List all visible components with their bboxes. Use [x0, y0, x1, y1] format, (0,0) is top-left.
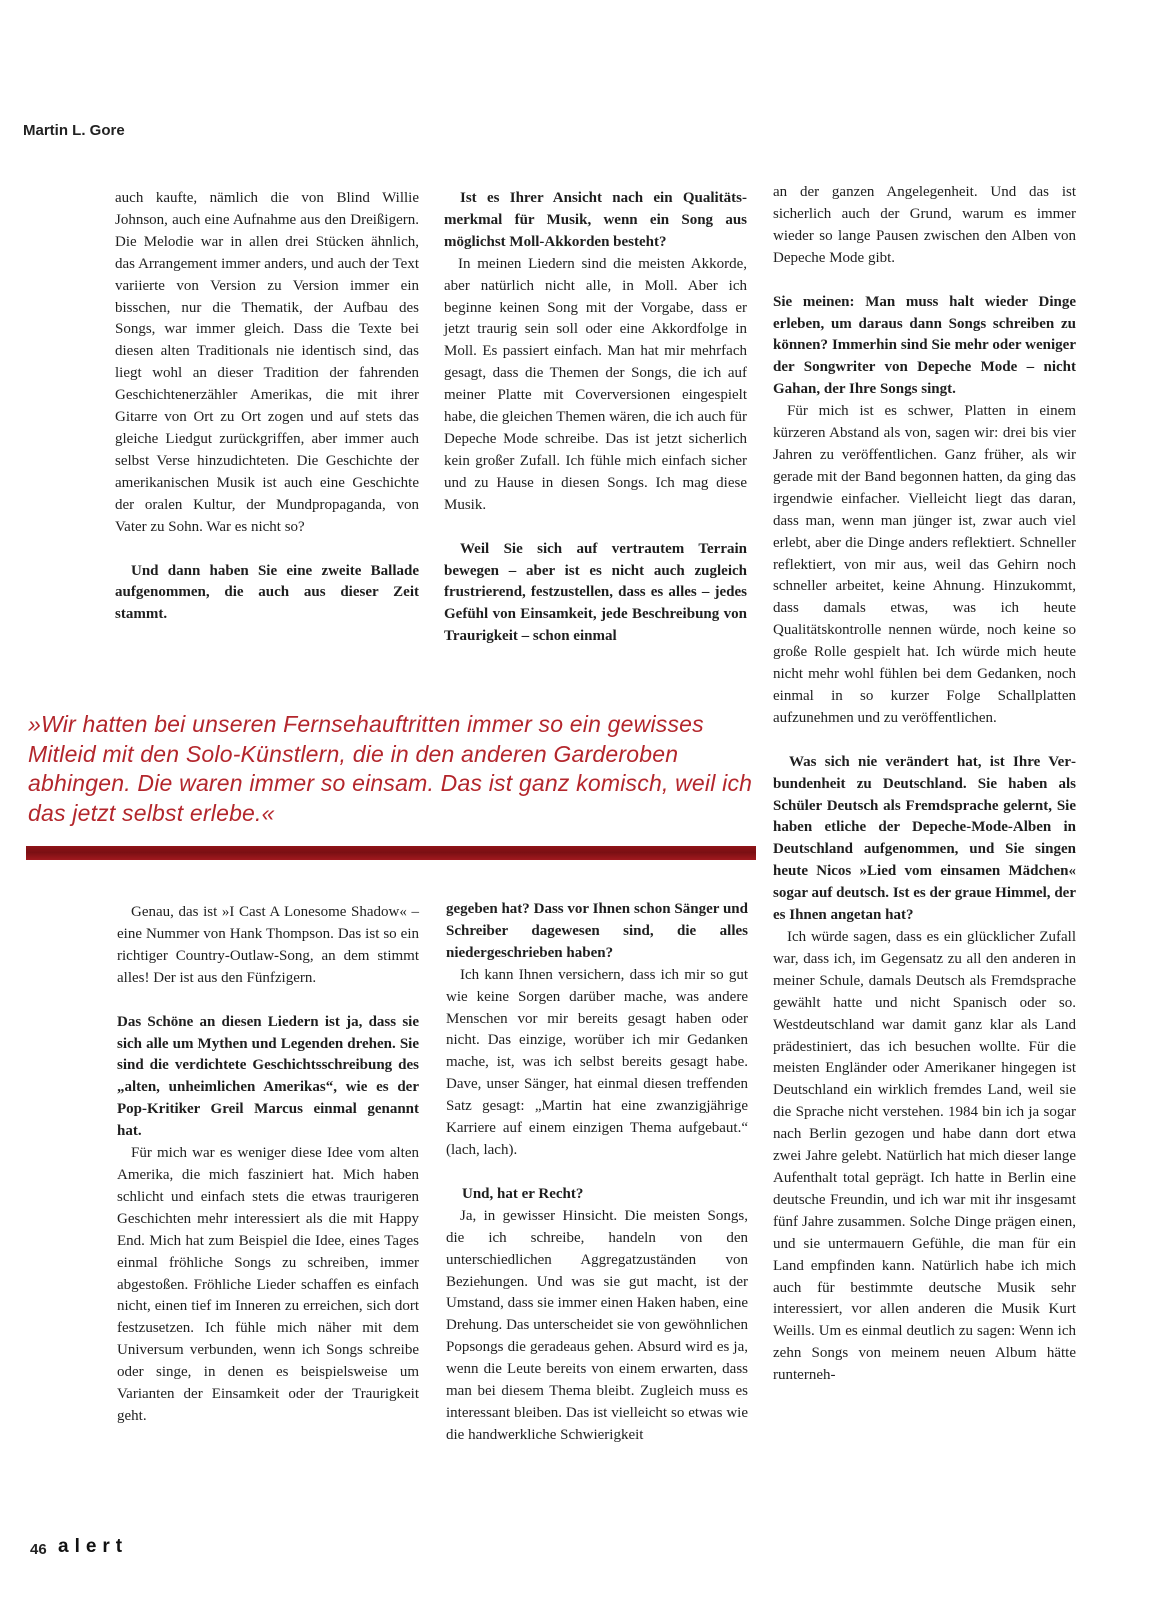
- interview-question: Ist es Ihrer Ansicht nach ein Qualitätsmerkmal für Musik, wenn ein Song aus möglichst Moll-Akkorden besteht?: [444, 190, 747, 250]
- body-paragraph: Ja, in gewisser Hinsicht. Die meisten Songs, die ich schreibe, handeln von den unterschiedlichen Aggregatzuständen von Beziehungen. Und was sie gut macht, ist der Umstand, dass sie immer einen Haken haben, eine Drehung. Das unterscheidet sie von gewöhnlichen Popsongs die geradeaus gehen. Absurd wird es ja, wenn die Leute bereits von einem erwarten, dass man bei diesem Thema bleibt. Zugleich muss es interessant bleiben. Das ist vielleicht so etwas wie die handwerkliche Schwierigkeit: [446, 1207, 748, 1443]
- interview-question: Das Schöne an diesen Liedern ist ja, dass sie sich alle um Mythen und Legenden drehen. Sie sind die verdichtete Geschichtsschreibung des „alten, unheimlichen Amerikas“, wie es der Pop-Kritiker Greil Marcus einmal genannt hat.: [117, 1013, 419, 1140]
- column-2-upper: [444, 188, 747, 648]
- page-number: 46: [30, 1541, 47, 1558]
- column-3: [773, 182, 1076, 1387]
- body-paragraph: Für mich ist es schwer, Platten in einem kürzeren Abstand als von, sagen wir: drei bis vier Jahren zu veröffentlichen. Ganz früher, als wir gerade mit der Band begonnen hatten, da ging das irgendwie einfacher. Vielleicht liegt das daran, dass man, wenn man jünger ist, zwar auch viel erlebt, aber die Dinge anders reflektiert. Schneller reflektiert, von mir aus, weil das Gehirn noch schneller arbeitet, keine Ahnung. Hinzukommt, dass damals etwas, was ich heute Qualitätskontrolle nennen würde, noch keine so große Rolle gespielt hat. Ich würde mich heute nicht mehr wohl fühlen bei dem Gedanken, noch einmal in so kurzer Folge Schallplatten aufzunehmen und zu veröffentlichen.: [773, 403, 1076, 726]
- running-head: Martin L. Gore: [23, 122, 125, 139]
- interview-question: Und dann haben Sie eine zweite Ballade aufgenommen, die auch aus dieser Zeit stammt.: [115, 562, 419, 623]
- column-2-lower: [446, 899, 748, 1447]
- interview-question: Was sich nie verändert hat, ist Ihre Verbundenheit zu Deutschland. Sie haben als Schüler Deutsch als Fremdsprache gelernt, Sie haben etliche der Depeche-Mode-Alben in Deutschland aufgenommen, und Sie singen heute Nicos »Lied vom einsamen Mädchen« sogar auf deutsch. Ist es der graue Himmel, der es Ihnen angetan hat?: [773, 753, 1076, 924]
- column-1-upper: [115, 188, 419, 626]
- red-divider-rule: [26, 846, 756, 860]
- interview-question: Sie meinen: Man muss halt wieder Dinge erleben, um daraus dann Songs schreiben zu können? Immerhin sind Sie mehr oder weniger der Songwriter von Depeche Mode – nicht Gahan, der Ihre Songs singt.: [773, 293, 1076, 398]
- body-paragraph: Genau, das ist »I Cast A Lonesome Shadow« – eine Nummer von Hank Thompson. Das ist so ein richtiger Country-Outlaw-Song, an dem stimmt alles! Der ist aus den Fünfzigern.: [117, 904, 419, 986]
- body-paragraph: In meinen Liedern sind die meisten Akkorde, aber natürlich nicht alle, in Moll. Aber ich beginne keinen Song mit der Vorgabe, dass er jetzt traurig sein soll oder eine Akkordfolge in Moll. Es passiert einfach. Man hat mir mehrfach gesagt, dass die Themen der Songs, die ich auf meiner Platte mit Coverversionen eingespielt habe, die gleichen Themen wären, die ich auch für Depeche Mode schreibe. Das ist jetzt sicherlich kein großer Zufall. Ich fühle mich einfach sicher und zu Hause in diesen Songs. Ich mag diese Musik.: [444, 255, 747, 513]
- body-paragraph: Für mich war es weniger diese Idee vom alten Amerika, die mich fasziniert hat. Mich haben schlicht und einfach stets die etwas traurigeren Geschichten mehr interessiert als die mit Happy End. Mich hat zum Beispiel die Idee, eines Tages einmal fröhliche Songs zu schreiben, immer abgestoßen. Fröhliche Lieder schaffen es einfach nicht, einen tief im Inneren zu erreichen, sich dort festzusetzen. Ich fühle mich näher mit dem Universum verbunden, wenn ich Songs schreibe oder singe, in denen es beispielsweise um Varianten der Einsamkeit oder der Traurigkeit geht.: [117, 1145, 419, 1424]
- pull-quote: »Wir hatten bei unseren Fernsehauftritten immer so ein gewisses Mitleid mit den Solo-Künstlern, die in den anderen Garderoben abhingen. Die waren immer so einsam. Das ist ganz komisch, weil ich das jetzt selbst erlebe.«: [28, 711, 753, 826]
- magazine-logo: alert: [58, 1536, 129, 1557]
- interview-question: Weil Sie sich auf vertrautem Terrain bewegen – aber ist es nicht auch zugleich frustrierend, festzustellen, dass es alles – jedes Gefühl von Einsamkeit, jede Beschreibung von Traurigkeit – schon einmal: [444, 540, 747, 645]
- body-paragraph: an der ganzen Angelegenheit. Und das ist sicherlich auch der Grund, warum es immer wieder so lange Pausen zwischen den Alben von Depeche Mode gibt.: [773, 184, 1076, 266]
- body-paragraph: Ich würde sagen, dass es ein glücklicher Zufall war, dass ich, im Gegensatz zu all den anderen in meiner Schule, damals Deutsch als Fremdsprache gewählt hatte und nicht Spanisch oder so. Westdeutschland war damit ganz klar als Land prädestiniert, das ich besuchen wollte. Für die meisten Engländer oder Amerikaner hingegen ist Deutschland ein wirklich fremdes Land, weil sie die Sprache nicht verstehen. 1984 bin ich ja sogar nach Berlin gezogen und habe dann dort etwa zwei Jahre gelebt. Natürlich hat mich dieser lange Aufenthalt total geprägt. Ich hatte in Berlin eine deutsche Freundin, und ich war mit ihr insgesamt fünf Jahre zusammen. Solche Dinge prägen einen, und sie untermauern Gefühle, die man für ein Land empfinden kann. Natürlich habe ich mich auch für bestimmte deutsche Musik sehr interessiert, vor allen anderen die Musik Kurt Weills. Um es einmal deutlich zu sagen: Wenn ich zehn Songs von meinem neuen Album hätte runterneh-: [773, 929, 1076, 1384]
- body-paragraph: Ich kann Ihnen versichern, dass ich mir so gut wie keine Sorgen darüber mache, was andere Menschen vor mir bereits gesagt haben oder nicht. Das einzige, worüber ich mir Gedanken mache, ist, was ich selbst bereits gesagt habe. Dave, unser Sänger, hat einmal diesen treffenden Satz gesagt: „Martin hat eine zwanzigjährige Karriere auf einem einzigen Thema aufgebaut.“ (lach, lach).: [446, 966, 748, 1158]
- interview-question: Und, hat er Recht?: [462, 1185, 584, 1202]
- interview-question: gegeben hat? Dass vor Ihnen schon Sänger und Schreiber dagewesen sind, die alles niedergeschrieben haben?: [446, 901, 748, 961]
- body-paragraph: auch kaufte, nämlich die von Blind Willie Johnson, auch eine Aufnahme aus den Dreißigern. Die Melodie war in allen drei Stücken ähnlich, das Arrangement immer anders, und auch der Text variierte von Version zu Version immer ein bisschen, nur die Thematik, der Aufbau des Songs, war immer gleich. Dass die Texte bei diesen alten Traditionals nie identisch sind, das liegt wohl an dieser Tradition der fahrenden Geschichtenerzähler Amerikas, die mit ihrer Gitarre von Ort zu Ort zogen und auf stets das gleiche Liedgut zurückgriffen, aber immer auch selbst Verse hinzudichteten. Die Geschichte der amerikanischen Musik ist auch eine Geschichte der oralen Kultur, der Mundpropaganda, von Vater zu Sohn. War es nicht so?: [115, 190, 419, 535]
- column-1-lower: [117, 902, 419, 1428]
